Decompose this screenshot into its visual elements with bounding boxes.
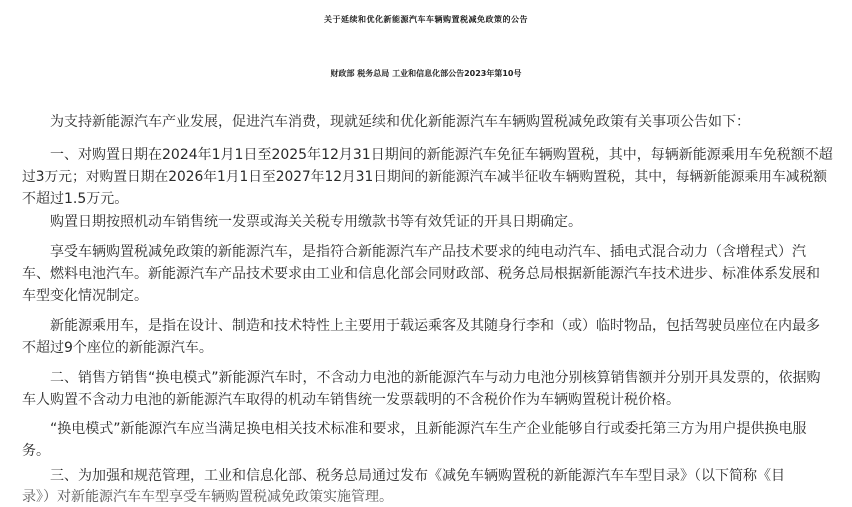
paragraph-7-line-2: 录》）对新能源汽车车型享受车辆购置税减免政策实施管理。 [22,489,393,505]
document-title: 关于延续和优化新能源汽车车辆购置税减免政策的公告 [324,15,528,24]
paragraph-3-line-3: 车型变化情况制定。 [22,288,148,304]
paragraph-4-line-1: 新能源乘用车，是指在设计、制造和技术特性上主要用于载运乘客及其随身行李和（或）临时物品，包括驾驶员座位在内最多 [50,318,820,334]
document-issuer: 财政部 税务总局 工业和信息化部公告2023年第10号 [330,69,522,78]
paragraph-2-line-1: 购置日期按照机动车销售统一发票或海关关税专用缴款书等有效凭证的开具日期确定。 [50,214,582,230]
paragraph-3-line-2: 车、燃料电池汽车。新能源汽车产品技术要求由工业和信息化部会同财政部、税务总局根据新能源汽车技术进步、标准体系发展和 [22,266,820,282]
paragraph-1-line-2: 过3万元；对购置日期在2026年1月1日至2027年12月31日期间的新能源汽车减半征收车辆购置税，其中，每辆新能源乘用车减税额 [22,169,827,185]
paragraph-5-line-1: 二、销售方销售“换电模式”新能源汽车时，不含动力电池的新能源汽车与动力电池分别核算销售额并分别开具发票的，依据购 [50,370,821,386]
paragraph-4-line-2: 不超过9个座位的新能源汽车。 [22,340,213,356]
paragraph-6-line-1: “换电模式”新能源汽车应当满足换电相关技术标准和要求，且新能源汽车生产企业能够自行或委托第三方为用户提供换电服 [50,421,807,437]
paragraph-1-line-1: 一、对购置日期在2024年1月1日至2025年12月31日期间的新能源汽车免征车辆购置税，其中，每辆新能源乘用车免税额不超 [50,147,833,163]
paragraph-7-line-1: 三、为加强和规范管理，工业和信息化部、税务总局通过发布《减免车辆购置税的新能源汽车车型目录》（以下简称《目 [50,468,785,484]
paragraph-3-line-1: 享受车辆购置税减免政策的新能源汽车，是指符合新能源汽车产品技术要求的纯电动汽车、插电式混合动力（含增程式）汽 [50,244,806,260]
paragraph-intro-line-1: 为支持新能源汽车产业发展，促进汽车消费，现就延续和优化新能源汽车车辆购置税减免政策有关事项公告如下： [50,114,750,130]
paragraph-1-line-3: 不超过1.5万元。 [22,191,129,207]
paragraph-5-line-2: 车人购置不含动力电池的新能源汽车取得的机动车销售统一发票载明的不含税价作为车辆购置税计税价格。 [22,392,680,408]
paragraph-6-line-2: 务。 [22,443,50,459]
